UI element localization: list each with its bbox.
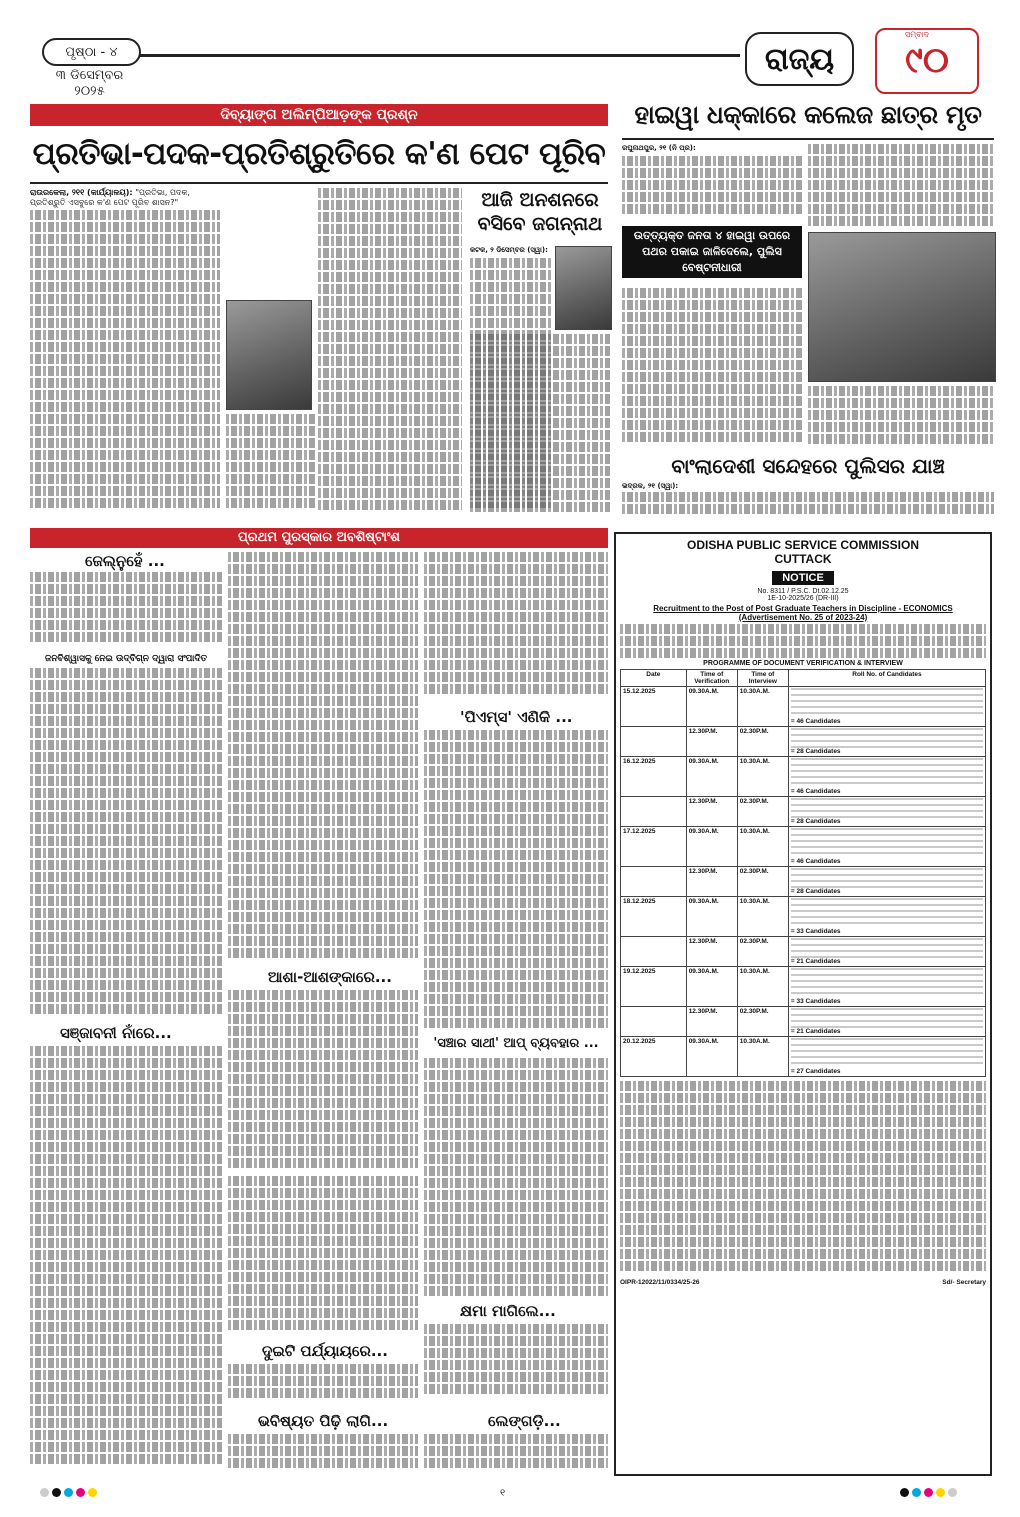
row-roll-numbers [788, 827, 985, 867]
row-date: 18.12.2025 [621, 897, 687, 937]
right-headline-rule [622, 138, 994, 140]
column-head-2: ଜନବିଶ୍ୱାସକୁ ନେଇ ଉଦ୍ବିଗ୍ନ ଦ୍ୱାରା ସଂପାଦିତ [44, 654, 208, 664]
schedule-row [621, 967, 986, 1007]
column-head-10: ଲେଙ୍ଗଡ଼ି... [488, 1412, 561, 1430]
row-roll-numbers [788, 727, 985, 757]
left-col-1b-body [30, 330, 220, 520]
row-verification-time: 12.30P.M. [686, 797, 737, 827]
protester-photo [555, 246, 612, 330]
row-date: 16.12.2025 [621, 757, 687, 797]
schedule-row [621, 827, 986, 867]
lower-col-3c [424, 1058, 608, 1298]
lower-col-2e [228, 1434, 418, 1480]
row-candidate-count: = 28 Candidates [790, 748, 841, 755]
opsc-notice [614, 532, 992, 1476]
row-candidate-count: = 27 Candidates [790, 1068, 841, 1075]
notice-org: ODISHA PUBLIC SERVICE COMMISSION [686, 538, 920, 552]
color-register-left [40, 1488, 97, 1497]
left-headline: ପ୍ରତିଭା-ପଦକ-ପ୍ରତିଶ୍ରୁତିରେ କ'ଣ ପେଟ ପୂରିବ [32, 136, 606, 172]
lower-col-3a [424, 552, 608, 702]
row-candidate-count: = 46 Candidates [790, 718, 841, 725]
lower-col-3b [424, 730, 608, 1032]
row-roll-numbers [788, 897, 985, 937]
row-verification-time: 12.30P.M. [686, 727, 737, 757]
lower-col-2b [228, 990, 418, 1170]
roll-number-list [791, 898, 983, 928]
issue-date: ୩ ଡିସେମ୍ବର ୨୦୨୫ [55, 68, 124, 99]
row-interview-time: 10.30A.M. [737, 1037, 788, 1077]
notice-adv: (Advertisement No. 25 of 2023-24) [738, 613, 868, 622]
section-title: ରାଜ୍ୟ [745, 32, 854, 86]
logo-caption: ସମ୍ବାଦ [905, 30, 929, 39]
right-dateline: ରଘୁନାଥପୁର, ୨୧ (ନି ପ୍ର): [622, 144, 696, 152]
lower-col-2c [228, 1176, 418, 1336]
burnt-truck-photo [808, 232, 996, 382]
row-date [621, 797, 687, 827]
notice-instructions [620, 1081, 986, 1277]
roll-number-list [791, 688, 983, 718]
row-interview-time: 02.30P.M. [737, 797, 788, 827]
schedule-body [621, 687, 986, 1077]
row-verification-time: 09.30A.M. [686, 757, 737, 797]
row-verification-time: 12.30P.M. [686, 867, 737, 897]
left-kicker: ଦିବ୍ୟାଙ୍ଗ ଅଲିମ୍ପିଆଡ଼ଙ୍କ ପ୍ରଶ୍ନ [30, 104, 608, 126]
row-candidate-count: = 28 Candidates [790, 818, 841, 825]
row-roll-numbers [788, 937, 985, 967]
footer-page-marker: ୧ [500, 1488, 506, 1499]
schedule-row [621, 1037, 986, 1077]
lower-col-3d [424, 1324, 608, 1406]
col-verification: Time of Verification [686, 670, 737, 687]
row-interview-time: 02.30P.M. [737, 727, 788, 757]
roll-number-list [791, 938, 983, 958]
row-date [621, 937, 687, 967]
row-roll-numbers [788, 867, 985, 897]
row-interview-time: 10.30A.M. [737, 897, 788, 937]
register-dot [912, 1488, 921, 1497]
roll-number-list [791, 968, 983, 998]
row-roll-numbers [788, 967, 985, 1007]
row-interview-time: 02.30P.M. [737, 1007, 788, 1037]
column-head-7: 'ପିଏମ୍ସ' ଏଣିକି ... [460, 708, 573, 726]
lead-text: "ପ୍ରତିଭା, ପଦକ, ପ୍ରତିଶ୍ରୁତି ଏସବୁରେ କ'ଣ ପେଟ ପୂରିବ ଶାସନ?" [30, 188, 190, 207]
headline-underline [30, 182, 608, 184]
register-dot [40, 1488, 49, 1497]
row-candidate-count: = 46 Candidates [790, 788, 841, 795]
prize-band: ପ୍ରଥମ ପୁରସ୍କାର ଅବଶିଷ୍ଟାଂଶ [30, 528, 608, 548]
row-candidate-count: = 28 Candidates [790, 888, 841, 895]
row-date: 19.12.2025 [621, 967, 687, 1007]
logo-numeral: ୯୦ [905, 40, 949, 81]
color-register-right [900, 1488, 957, 1497]
column-head-9: କ୍ଷମା ମାଗିଲେ... [460, 1302, 556, 1320]
roll-number-list [791, 868, 983, 888]
notice-label: NOTICE [772, 571, 834, 585]
column-head-8: 'ସଞ୍ଚାର ସାଥୀ' ଆପ୍ ବ୍ୟବହାର ... [433, 1036, 599, 1051]
row-date: 17.12.2025 [621, 827, 687, 867]
roll-number-list [791, 758, 983, 788]
hunger-headline: ଆଜି ଅନଶନରେ ବସିବେ ଜଗନ୍ନାଥ [477, 189, 603, 235]
row-roll-numbers [788, 797, 985, 827]
athlete-photo [226, 300, 312, 410]
schedule-row [621, 1007, 986, 1037]
column-head-1: ଜେଲ୍‌ନୁହେଁ ... [85, 552, 165, 570]
notice-file: 1E-10-2025/26 (DR-III) [767, 595, 839, 602]
row-candidate-count: = 33 Candidates [790, 998, 841, 1005]
roll-number-list [791, 1038, 983, 1068]
right-headline: ହାଇୱା ଧକ୍କାରେ କଲେଜ ଛାତ୍ର ମୃତ [634, 100, 982, 129]
schedule-row [621, 797, 986, 827]
bangladeshi-body [622, 492, 994, 522]
row-roll-numbers [788, 1037, 985, 1077]
register-dot [64, 1488, 73, 1497]
notice-programme: PROGRAMME OF DOCUMENT VERIFICATION & INTERVIEW [703, 660, 903, 667]
lower-col-3e [424, 1434, 608, 1480]
row-date: 20.12.2025 [621, 1037, 687, 1077]
row-verification-time: 12.30P.M. [686, 1007, 737, 1037]
row-date: 15.12.2025 [621, 687, 687, 727]
row-candidate-count: = 33 Candidates [790, 928, 841, 935]
roll-number-list [791, 728, 983, 748]
lower-col-1c [30, 1046, 222, 1478]
schedule-row [621, 937, 986, 967]
row-date [621, 867, 687, 897]
row-verification-time: 09.30A.M. [686, 967, 737, 1007]
left-dateline [30, 188, 220, 208]
left-col-2-body [318, 188, 462, 520]
register-dot [76, 1488, 85, 1497]
register-dot [948, 1488, 957, 1497]
row-verification-time: 09.30A.M. [686, 1037, 737, 1077]
row-interview-time: 02.30P.M. [737, 937, 788, 967]
right-col-2-body [808, 144, 994, 228]
notice-footer-code: OIPR-12022/11/0334/25-26 [620, 1279, 700, 1286]
row-verification-time: 09.30A.M. [686, 827, 737, 867]
col-date: Date [621, 670, 687, 687]
page-number-pill: ପୃଷ୍ଠା - ୪ [42, 38, 141, 66]
lower-col-2a [228, 552, 418, 964]
row-interview-time: 02.30P.M. [737, 867, 788, 897]
column-head-6: ଭବିଷ୍ୟତ ପିଢ଼ି ଲାଗି... [258, 1412, 389, 1430]
hunger-dateline: କଟକ, ୨ ଡିସେମ୍ବର (ସ୍ୱା): [470, 246, 548, 254]
schedule-row [621, 897, 986, 937]
notice-city: CUTTACK [774, 552, 832, 566]
column-head-5: ଦୁଇଟି ପର୍ଯ୍ୟାୟରେ... [262, 1342, 388, 1360]
column-head-4: ଆଶା-ଆଶଙ୍କାରେ... [268, 968, 392, 986]
row-verification-time: 12.30P.M. [686, 937, 737, 967]
lower-col-1a [30, 572, 222, 648]
bangladeshi-headline: ବାଂଲାଦେଶୀ ସନ୍ଦେହରେ ପୁଲିସର ଯାଞ୍ଚ [671, 454, 945, 478]
row-verification-time: 09.30A.M. [686, 897, 737, 937]
column-head-3: ସଞ୍ଜାବନୀ ନାଁରେ... [60, 1024, 172, 1042]
schedule-row [621, 867, 986, 897]
notice-ref: No. 8311 / P.S.C. Dt.02.12.25 [757, 588, 849, 595]
row-date [621, 1007, 687, 1037]
schedule-table [620, 669, 986, 1077]
schedule-row [621, 727, 986, 757]
hunger-body-lower [470, 334, 610, 520]
row-interview-time: 10.30A.M. [737, 827, 788, 867]
row-interview-time: 10.30A.M. [737, 687, 788, 727]
right-col-1-body [622, 156, 802, 218]
notice-title: Recruitment to the Post of Post Graduate Teachers in Discipline - ECONOMICS [653, 604, 953, 613]
lower-col-2d [228, 1364, 418, 1408]
row-candidate-count: = 46 Candidates [790, 858, 841, 865]
row-verification-time: 09.30A.M. [686, 687, 737, 727]
left-col-2-lower [226, 414, 316, 520]
row-roll-numbers [788, 1007, 985, 1037]
bangladeshi-dateline: ଭଦ୍ରକ, ୨୧ (ସ୍ୱା): [622, 482, 679, 490]
schedule-row [621, 687, 986, 727]
notice-intro [620, 624, 986, 658]
schedule-row [621, 757, 986, 797]
dateline-text: ରାଉରକେଲା, ୨୧୧ (କାର୍ଯ୍ୟାଳୟ): [30, 188, 133, 197]
row-roll-numbers [788, 687, 985, 727]
row-interview-time: 10.30A.M. [737, 967, 788, 1007]
header-rule [140, 54, 740, 57]
register-dot [924, 1488, 933, 1497]
row-candidate-count: = 21 Candidates [790, 958, 841, 965]
right-col-2-lower [808, 386, 994, 450]
register-dot [88, 1488, 97, 1497]
col-interview: Time of Interview [737, 670, 788, 687]
roll-number-list [791, 798, 983, 818]
row-candidate-count: = 21 Candidates [790, 1028, 841, 1035]
register-dot [52, 1488, 61, 1497]
register-dot [936, 1488, 945, 1497]
lower-col-1b [30, 668, 222, 1018]
roll-number-list [791, 1008, 983, 1028]
roll-number-list [791, 828, 983, 858]
row-date [621, 727, 687, 757]
row-interview-time: 10.30A.M. [737, 757, 788, 797]
right-col-1-lower [622, 288, 802, 450]
notice-signature: Sd/- Secretary [942, 1279, 986, 1286]
right-callout: ଉତ୍ତ୍ୟକ୍ତ ଜନତା ୪ ହାଇୱା ଉପରେ ପଥର ପକାଇ ଜାଳିଦେଲେ, ପୁଲିସ ବେଷ୍ଟନୀଧାରୀ [622, 226, 802, 278]
register-dot [900, 1488, 909, 1497]
row-roll-numbers [788, 757, 985, 797]
col-rolls: Roll No. of Candidates [788, 670, 985, 687]
